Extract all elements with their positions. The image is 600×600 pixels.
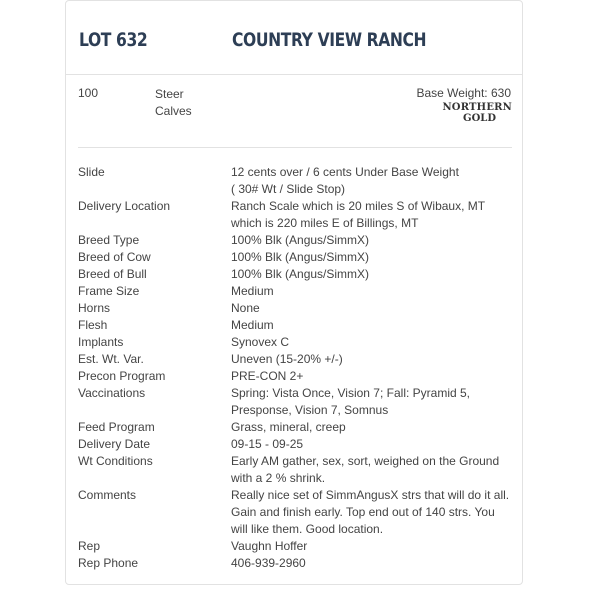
detail-value-line: 100% Blk (Angus/SimmX) — [231, 250, 370, 264]
detail-value — [231, 368, 510, 385]
head-count: 100 — [78, 86, 99, 100]
description-line-2: Calves — [155, 104, 192, 118]
detail-label: Precon Program — [78, 369, 166, 383]
detail-value-line: 100% Blk (Angus/SimmX) — [231, 233, 370, 247]
detail-value — [231, 232, 510, 249]
cattle-description — [155, 86, 215, 120]
detail-row — [78, 538, 510, 555]
ranch-name: COUNTRY VIEW RANCH — [232, 29, 427, 51]
detail-value — [231, 300, 510, 317]
detail-row — [78, 555, 510, 572]
detail-row — [78, 232, 510, 249]
detail-value-line: Gain and finish early. Top end out of 140 strs. You — [231, 505, 495, 519]
detail-label: Implants — [78, 335, 124, 349]
detail-label: Comments — [78, 488, 137, 502]
detail-label: Rep Phone — [78, 556, 139, 570]
detail-label: Breed of Cow — [78, 250, 151, 264]
description-line-1: Steer — [155, 87, 184, 101]
detail-label: Feed Program — [78, 420, 155, 434]
detail-value-line: which is 220 miles E of Billings, MT — [231, 216, 419, 230]
detail-value-line: Presponse, Vision 7, Somnus — [231, 403, 389, 417]
detail-value — [231, 487, 510, 538]
detail-row — [78, 453, 510, 487]
detail-value-line: Medium — [231, 284, 274, 298]
detail-value — [231, 317, 510, 334]
detail-value-line: will like them. Good location. — [231, 522, 384, 536]
detail-label: Frame Size — [78, 284, 140, 298]
northern-gold-logo — [444, 102, 512, 128]
section-divider — [78, 147, 512, 148]
detail-value-line: 100% Blk (Angus/SimmX) — [231, 267, 370, 281]
detail-row — [78, 419, 510, 436]
detail-label: Breed Type — [78, 233, 140, 247]
base-weight: Base Weight: 630 — [416, 86, 511, 100]
detail-value — [231, 555, 510, 572]
detail-value — [231, 283, 510, 300]
detail-value — [231, 419, 510, 436]
detail-value — [231, 249, 510, 266]
logo-line-1: NORTHERN — [442, 102, 512, 113]
detail-row — [78, 164, 510, 198]
detail-value-line: 09-15 - 09-25 — [231, 437, 304, 451]
detail-row — [78, 351, 510, 368]
detail-value-line: ( 30# Wt / Slide Stop) — [231, 182, 346, 196]
detail-value-line: Uneven (15-20% +/-) — [231, 352, 343, 366]
detail-value-line: None — [231, 301, 260, 315]
detail-value-line: Early AM gather, sex, sort, weighed on the Ground — [231, 454, 500, 468]
detail-value-line: Ranch Scale which is 20 miles S of Wibaux, MT — [231, 199, 486, 213]
detail-label: Breed of Bull — [78, 267, 147, 281]
detail-value — [231, 436, 510, 453]
detail-value — [231, 164, 510, 198]
lot-number: LOT 632 — [79, 29, 148, 51]
logo-line-2: GOLD — [463, 113, 496, 124]
detail-row — [78, 317, 510, 334]
detail-value-line: PRE-CON 2+ — [231, 369, 304, 383]
detail-value — [231, 334, 510, 351]
detail-row — [78, 198, 510, 232]
detail-label: Flesh — [78, 318, 108, 332]
detail-value — [231, 453, 510, 487]
detail-label: Vaccinations — [78, 386, 146, 400]
detail-row — [78, 249, 510, 266]
detail-row — [78, 368, 510, 385]
detail-row — [78, 487, 510, 538]
detail-label: Delivery Date — [78, 437, 151, 451]
detail-row — [78, 385, 510, 419]
detail-label: Rep — [78, 539, 101, 553]
detail-value — [231, 385, 510, 419]
detail-value — [231, 198, 510, 232]
detail-value-line: Spring: Vista Once, Vision 7; Fall: Pyramid 5, — [231, 386, 470, 400]
detail-label: Slide — [78, 165, 105, 179]
detail-row — [78, 283, 510, 300]
detail-value-line: with a 2 % shrink. — [231, 471, 326, 485]
detail-label: Delivery Location — [78, 199, 171, 213]
detail-row — [78, 266, 510, 283]
detail-label: Horns — [78, 301, 111, 315]
detail-value — [231, 538, 510, 555]
detail-row — [78, 334, 510, 351]
detail-value-line: Medium — [231, 318, 274, 332]
detail-value-line: Synovex C — [231, 335, 290, 349]
detail-value-line: Really nice set of SimmAngusX strs that will do it all. — [231, 488, 510, 502]
detail-label: Est. Wt. Var. — [78, 352, 144, 366]
detail-row — [78, 436, 510, 453]
lot-header — [66, 1, 522, 75]
detail-label: Wt Conditions — [78, 454, 153, 468]
detail-value-line: 406-939-2960 — [231, 556, 306, 570]
detail-value-line: Grass, mineral, creep — [231, 420, 346, 434]
detail-value — [231, 266, 510, 283]
detail-row — [78, 300, 510, 317]
detail-value-line: Vaughn Hoffer — [231, 539, 308, 553]
detail-value — [231, 351, 510, 368]
details-table — [78, 164, 510, 572]
detail-value-line: 12 cents over / 6 cents Under Base Weight — [231, 165, 459, 179]
